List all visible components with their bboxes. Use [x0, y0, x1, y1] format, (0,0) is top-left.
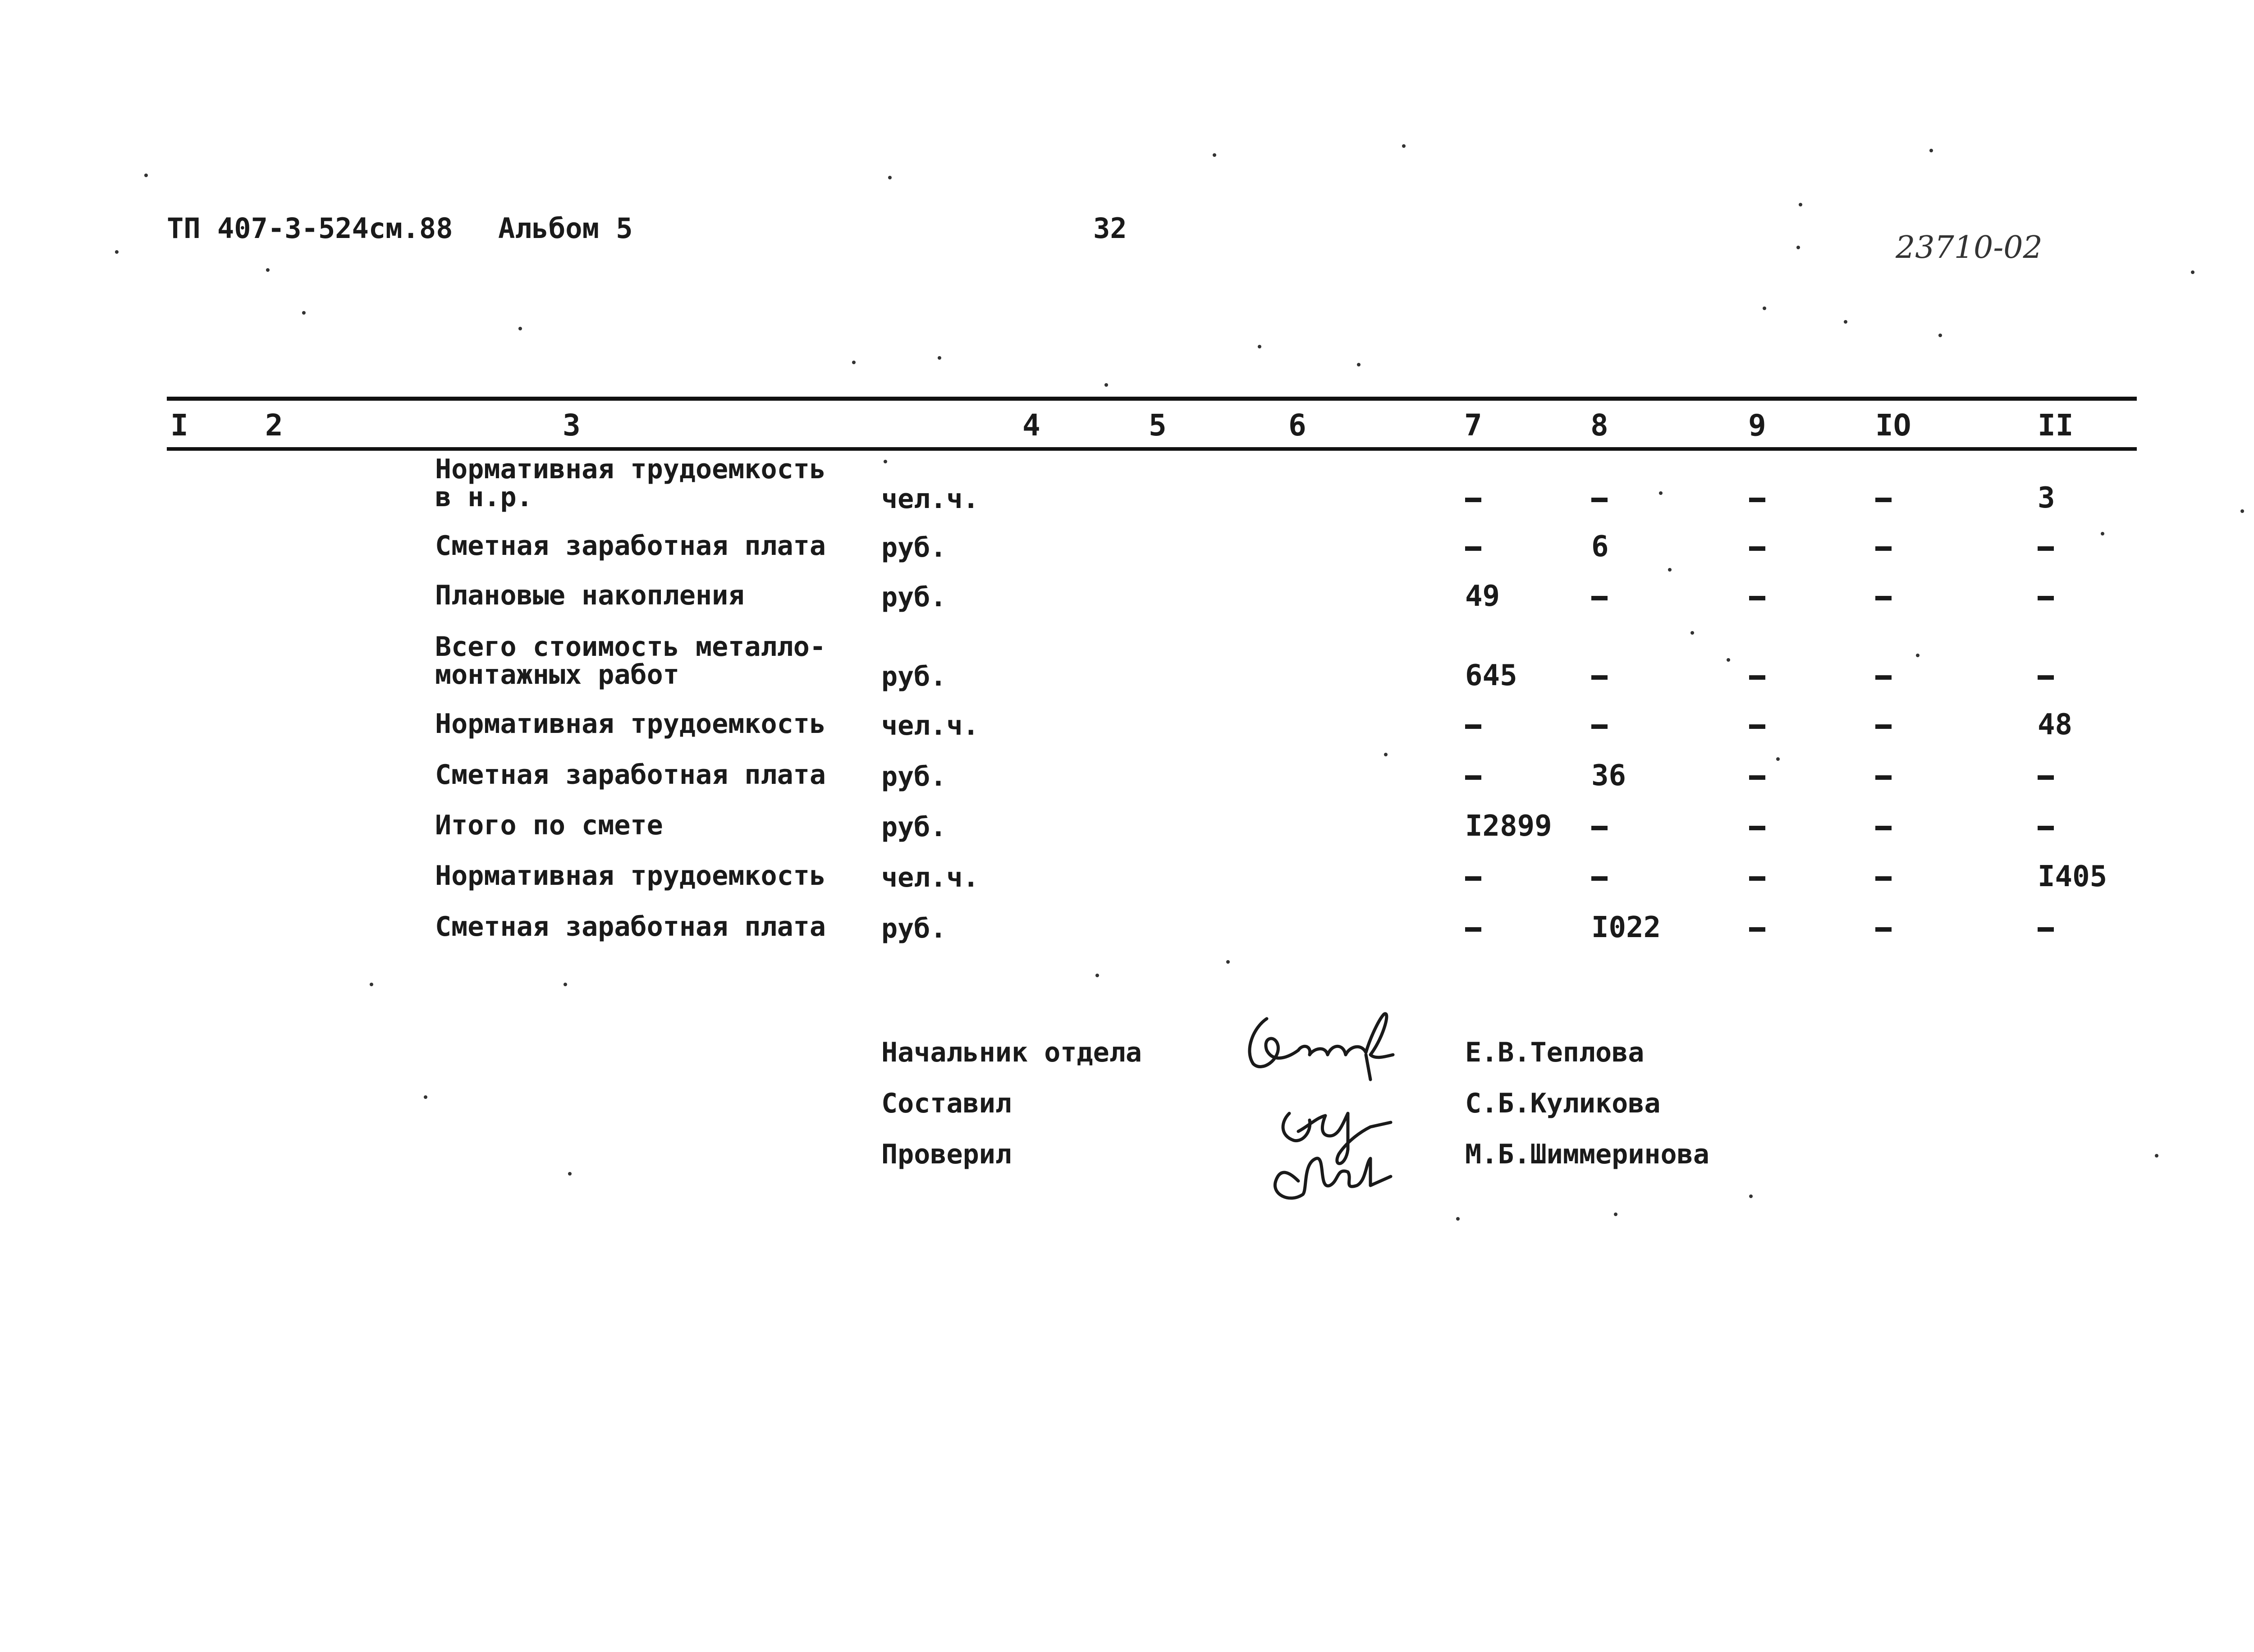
row-description: Всего стоимость металло- [435, 631, 826, 663]
row-description: Сметная заработная плата [435, 759, 826, 791]
scan-speck [1614, 1213, 1617, 1216]
cell-dash [1749, 826, 1765, 830]
scan-speck [1213, 153, 1216, 157]
column-number: 7 [1464, 408, 1482, 443]
signature-role: Проверил [881, 1139, 1012, 1170]
cell-dash [1749, 876, 1765, 881]
cell-value: I022 [1591, 911, 1661, 944]
cell-dash [1591, 826, 1608, 830]
scan-speck [1226, 960, 1230, 964]
scan-speck [266, 268, 270, 272]
column-number: 8 [1590, 408, 1608, 443]
scan-speck [1776, 757, 1780, 761]
scan-speck [518, 327, 522, 330]
row-unit: руб. [881, 761, 947, 792]
scan-speck [2191, 270, 2194, 274]
row-description: Сметная заработная плата [435, 530, 826, 562]
row-description: Итого по смете [435, 810, 663, 841]
cell-value: 49 [1465, 580, 1500, 613]
cell-dash [1875, 927, 1892, 932]
scan-speck [1938, 334, 1942, 337]
cell-dash [1749, 498, 1765, 502]
signature-role: Составил [881, 1088, 1012, 1119]
cell-dash [1465, 876, 1481, 881]
cell-dash [2038, 596, 2054, 600]
column-number: 9 [1748, 408, 1766, 443]
table-header-rule [167, 447, 2137, 451]
cell-dash [1875, 826, 1892, 830]
scan-speck [370, 983, 373, 986]
cell-dash [1591, 876, 1608, 881]
row-unit: руб. [881, 811, 947, 843]
cell-dash [1465, 498, 1481, 502]
scan-speck [852, 361, 856, 364]
row-description: монтажных работ [435, 659, 679, 691]
cell-dash [1875, 775, 1892, 780]
scan-speck [1727, 658, 1730, 662]
row-unit: чел.ч. [881, 710, 979, 741]
scan-speck [1799, 203, 1802, 206]
table-top-rule [167, 397, 2137, 401]
cell-value: I2899 [1465, 810, 1552, 843]
scan-speck [115, 250, 119, 254]
row-description: в н.р. [435, 481, 533, 513]
scan-speck [1095, 974, 1099, 977]
row-unit: руб. [881, 661, 947, 692]
scan-speck [1668, 568, 1672, 572]
scan-speck [1749, 1194, 1753, 1198]
inventory-number: 23710-02 [1896, 230, 2043, 265]
cell-dash [1875, 876, 1892, 881]
signature-role: Начальник отдела [881, 1037, 1142, 1068]
signature-name: М.Б.Шиммеринова [1465, 1139, 1709, 1170]
scan-speck [1796, 246, 1800, 249]
cell-value: 3 [2038, 481, 2055, 515]
row-unit: чел.ч. [881, 483, 979, 515]
scan-speck [1456, 1217, 1460, 1221]
cell-dash [1875, 596, 1892, 600]
scan-speck [1844, 320, 1847, 324]
row-description: Нормативная трудоемкость [435, 453, 826, 485]
cell-dash [1749, 927, 1765, 932]
scan-speck [884, 460, 887, 463]
cell-dash [1591, 498, 1608, 502]
handwritten-signatures [1235, 1001, 1425, 1208]
cell-dash [2038, 826, 2054, 830]
scan-speck [1929, 149, 1933, 152]
cell-dash [1749, 596, 1765, 600]
scan-speck [1763, 307, 1766, 310]
column-number: 3 [563, 408, 581, 443]
column-number: II [2038, 408, 2074, 443]
scan-speck [1916, 654, 1920, 657]
cell-dash [1749, 546, 1765, 551]
cell-dash [1749, 675, 1765, 680]
cell-dash [2038, 675, 2054, 680]
scan-speck [938, 356, 941, 360]
cell-dash [1875, 546, 1892, 551]
album-label: Альбом 5 [498, 212, 633, 245]
row-description: Плановые накопления [435, 580, 745, 611]
scan-speck [2101, 532, 2104, 535]
scan-speck [1384, 753, 1388, 756]
row-description: Сметная заработная плата [435, 911, 826, 943]
cell-value: 645 [1465, 659, 1517, 692]
cell-dash [1465, 927, 1481, 932]
row-unit: руб. [881, 532, 947, 563]
cell-dash [1875, 675, 1892, 680]
column-number: I [170, 408, 188, 443]
scan-speck [1659, 491, 1663, 495]
scan-speck [302, 311, 306, 315]
cell-dash [1465, 775, 1481, 780]
cell-dash [1591, 675, 1608, 680]
row-description: Нормативная трудоемкость [435, 860, 826, 892]
signature-name: Е.В.Теплова [1465, 1037, 1645, 1068]
cell-dash [2038, 775, 2054, 780]
scan-speck [1258, 345, 1261, 348]
cell-value: 6 [1591, 530, 1609, 563]
cell-dash [1591, 724, 1608, 729]
row-unit: руб. [881, 913, 947, 944]
scan-speck [1357, 363, 1361, 366]
signature-name: С.Б.Куликова [1465, 1088, 1661, 1119]
cell-value: 48 [2038, 708, 2073, 741]
column-number: 6 [1288, 408, 1306, 443]
scan-speck [564, 983, 567, 986]
scan-speck [2240, 509, 2244, 513]
cell-dash [1465, 724, 1481, 729]
scan-speck [568, 1172, 572, 1176]
document-code: ТП 407-3-524см.88 [167, 212, 453, 245]
cell-dash [1465, 546, 1481, 551]
scan-speck [2155, 1154, 2158, 1158]
column-number: 5 [1149, 408, 1167, 443]
column-number: IO [1875, 408, 1911, 443]
cell-dash [1875, 724, 1892, 729]
row-unit: чел.ч. [881, 862, 979, 893]
scan-speck [424, 1095, 427, 1099]
cell-value: 36 [1591, 759, 1626, 792]
cell-dash [2038, 927, 2054, 932]
scan-speck [1690, 631, 1694, 635]
cell-dash [1591, 596, 1608, 600]
cell-dash [1749, 775, 1765, 780]
page-number: 32 [1093, 212, 1127, 245]
cell-value: I405 [2038, 860, 2107, 893]
scan-speck [1104, 383, 1108, 387]
cell-dash [1875, 498, 1892, 502]
row-description: Нормативная трудоемкость [435, 708, 826, 740]
scan-speck [888, 176, 892, 179]
cell-dash [2038, 546, 2054, 551]
scan-speck [1402, 144, 1406, 148]
cell-dash [1749, 724, 1765, 729]
row-unit: руб. [881, 581, 947, 613]
column-number: 4 [1022, 408, 1040, 443]
column-number: 2 [265, 408, 283, 443]
scan-speck [144, 174, 148, 177]
